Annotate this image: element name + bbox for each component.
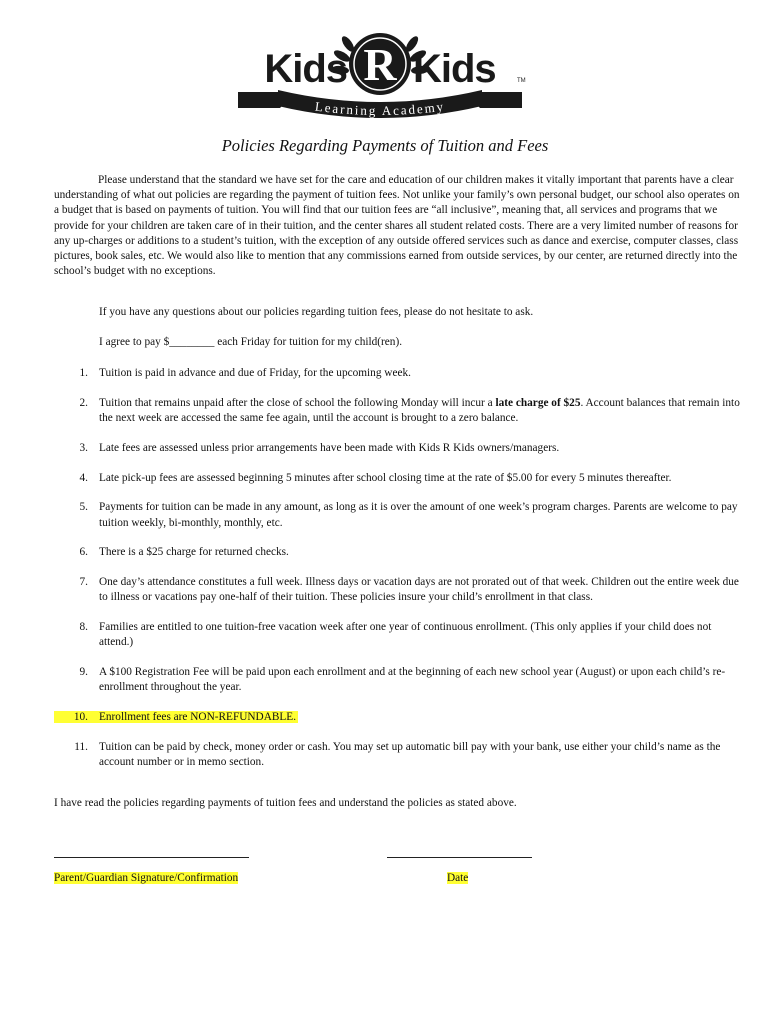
item-number: 8. xyxy=(79,621,88,634)
item-number: 4. xyxy=(79,471,88,484)
item-number: 6. xyxy=(79,546,88,559)
logo-right-word: Kids xyxy=(413,47,496,91)
list-item xyxy=(54,441,744,456)
item-text: One day’s attendance constitutes a full week. Illness days or vacation days are not prorated out of that week. Children out the entire week due to illness or vacations pay one-half of their tuition. These policies insure your child’s enrollment in that class. xyxy=(99,576,739,604)
late-charge-emphasis: late charge of $25 xyxy=(495,396,581,409)
list-item xyxy=(54,575,744,605)
item-number: 5. xyxy=(79,501,88,514)
item-text-post: . Account balances that remain into the next week are accessed the same fee again, until the account is brought to a zero balance. xyxy=(99,396,740,424)
item-text: Late pick-up fees are assessed beginning 5 minutes after school closing time at the rate of $5.00 for every 5 minutes thereafter. xyxy=(99,471,672,484)
logo-left-word: Kids xyxy=(264,47,347,91)
item-number: 9. xyxy=(79,666,88,679)
kids-r-kids-logo xyxy=(230,30,530,120)
highlight-mark xyxy=(54,711,298,723)
acknowledgement-statement: I have read the policies regarding payments of tuition fees and understand the policies as stated above. xyxy=(54,797,517,809)
signature-label: Parent/Guardian Signature/Confirmation xyxy=(54,872,239,884)
intro-text: Please understand that the standard we have set for the care and education of our children makes it vitally important that parents have a clear understanding of what out policies are regarding the payment of tuition fees. Not unlike your family’s own personal budget, our school also operates on a budget that is based on payments of tuition. You will find that our tuition fees are “all inclusive”, meaning that, all services and programs that we provide for your children are taken care of in their tuition, and the center shares all student related costs. There are a very limited number of reasons for any up-charges or additions to a student’s tuition, with the exception of any outside offered services such as dance and exercise, computer classes, class pictures, book sales, etc. We would also like to mention that any commissions earned from outside services, by our center, are returned directly into the school’s budget with no exceptions. xyxy=(54,174,740,278)
questions-paragraph: If you have any questions about our policies regarding tuition fees, please do not hesitate to ask. xyxy=(99,306,534,318)
item-text: Families are entitled to one tuition-free vacation week after one year of continuous enrollment. (This only applies if your child does not attend.) xyxy=(99,621,712,649)
list-item xyxy=(54,620,744,650)
item-number: 1. xyxy=(79,367,88,379)
list-item xyxy=(54,545,744,560)
list-item xyxy=(54,366,744,381)
list-item xyxy=(54,665,744,695)
list-item xyxy=(54,471,744,486)
logo-graphic xyxy=(230,30,530,120)
item-text: There is a $25 charge for returned checks. xyxy=(99,546,289,559)
page-title: Policies Regarding Payments of Tuition and Fees xyxy=(221,136,549,155)
logo-trademark: TM xyxy=(517,78,526,84)
item-number: 7. xyxy=(79,576,88,589)
list-item xyxy=(54,396,744,426)
item-text: Tuition can be paid by check, money order or cash. You may set up automatic bill pay with your bank, use either your child’s name as the account number or in memo section. xyxy=(99,740,721,769)
item-text-pre: Tuition that remains unpaid after the close of school the following Monday will incur a xyxy=(99,396,496,409)
item-number: 2. xyxy=(79,396,88,409)
list-item xyxy=(54,500,744,530)
date-label: Date xyxy=(447,872,469,884)
policy-list xyxy=(54,366,744,785)
logo-center-letter: R xyxy=(363,39,397,90)
intro-paragraph xyxy=(54,173,744,279)
logo-banner-text: Learning Academy xyxy=(314,98,446,119)
signature-line[interactable] xyxy=(54,857,249,858)
date-line[interactable] xyxy=(387,857,532,858)
item-text: Enrollment fees are NON-REFUNDABLE. xyxy=(99,711,297,724)
list-item xyxy=(54,740,744,770)
item-text: Tuition is paid in advance and due of Friday, for the upcoming week. xyxy=(99,367,411,379)
item-number: 10. xyxy=(73,711,88,724)
list-item-highlighted xyxy=(54,710,744,725)
item-text: Late fees are assessed unless prior arrangements have been made with Kids R Kids owners/managers. xyxy=(99,441,560,454)
item-text: Payments for tuition can be made in any amount, as long as it is over the amount of one week’s program charges. Parents are welcome to pay tuition weekly, bi-monthly, monthly, etc. xyxy=(99,501,738,529)
agreement-line: I agree to pay $________ each Friday for tuition for my child(ren). xyxy=(99,336,403,348)
item-text: A $100 Registration Fee will be paid upon each enrollment and at the beginning of each new school year (August) or upon each child’s re-enrollment throughout the year. xyxy=(99,666,726,694)
item-number: 11. xyxy=(74,740,88,753)
item-number: 3. xyxy=(79,441,88,454)
